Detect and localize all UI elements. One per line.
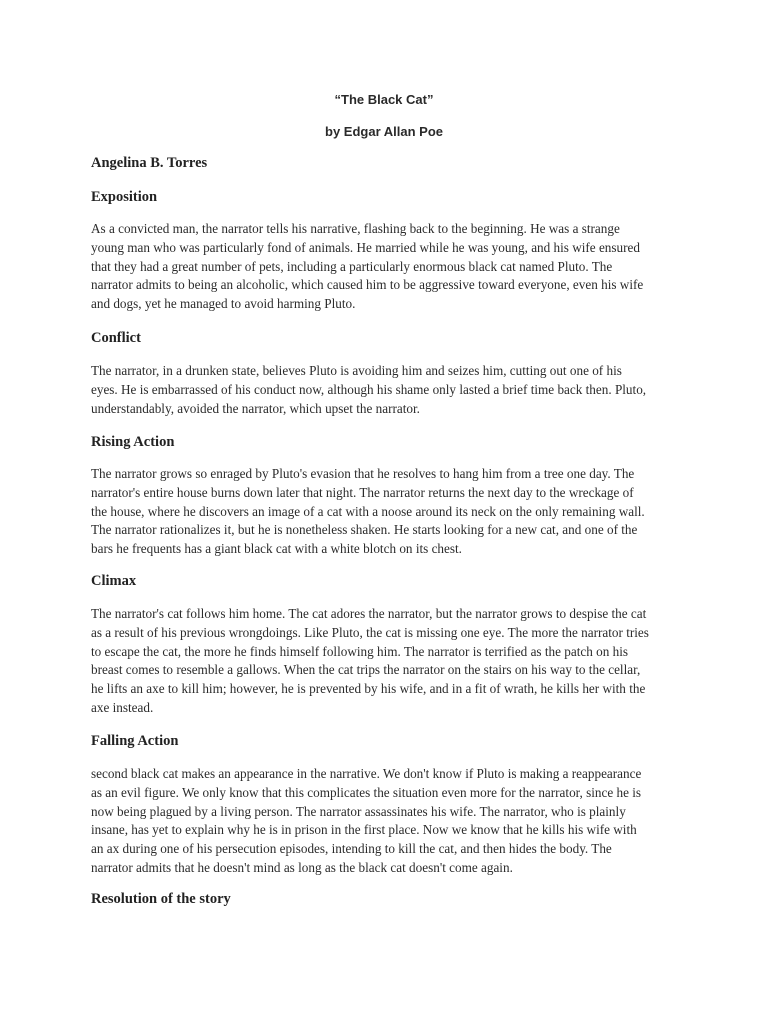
paragraph-line: as an evil figure. We only know that this complicates the situation even more for the narrator, since he is	[91, 784, 642, 800]
paragraph-line: as a result of his previous wrongdoings. Like Pluto, the cat is missing one eye. The more the narrator tries	[91, 624, 649, 640]
paragraph-line: second black cat makes an appearance in the narrative. We don't know if Pluto is making a reappearance	[91, 766, 642, 781]
paragraph-line: young man who was particularly fond of animals. He married while he was young, and his wife ensured	[91, 239, 640, 255]
document-byline: by Edgar Allan Poe	[325, 124, 443, 139]
paragraph-line: he lifts an axe to kill him; however, he is prevented by his wife, and in a fit of wrath, he kills her with the	[91, 681, 646, 697]
paragraph-line: understandably, avoided the narrator, which upset the narrator.	[91, 400, 420, 416]
heading-conflict: Conflict	[91, 330, 141, 346]
paragraph-conflict	[91, 362, 681, 418]
paragraph-line: that they had a great number of pets, including a particularly enormous black cat named Pluto. The	[91, 258, 613, 274]
paragraph-exposition	[91, 220, 681, 314]
paragraph-line: breast comes to resemble a gallows. When the cat trips the narrator on the stairs on his way to the cellar,	[91, 662, 641, 678]
heading-climax: Climax	[91, 573, 137, 589]
paragraph-rising-action	[91, 465, 681, 559]
paragraph-line: The narrator rationalizes it, but he is nonetheless shaken. He starts looking for a new cat, and one of the	[91, 522, 638, 538]
author-name: Angelina B. Torres	[91, 155, 208, 171]
paragraph-line: insane, has yet to explain why he is in prison in the first place. Now we know that he kills his wife with	[91, 822, 637, 838]
paragraph-line: now being plagued by a living person. The narrator assassinates his wife. The narrator, who is plainly	[91, 803, 626, 819]
heading-resolution: Resolution of the story	[91, 891, 231, 907]
paragraph-line: The narrator grows so enraged by Pluto's evasion that he resolves to hang him from a tree one day. The	[91, 466, 635, 481]
heading-rising-action: Rising Action	[91, 434, 175, 450]
paragraph-line: The narrator, in a drunken state, believes Pluto is avoiding him and seizes him, cutting out one of his	[91, 363, 622, 378]
paragraph-line: to escape the cat, the more he finds himself following him. The narrator is terrified as the patch on his	[91, 643, 628, 659]
paragraph-falling-action	[91, 765, 681, 878]
paragraph-line: axe instead.	[91, 699, 154, 715]
paragraph-line: and dogs, yet he managed to avoid harming Pluto.	[91, 296, 356, 312]
paragraph-line: The narrator's cat follows him home. The cat adores the narrator, but the narrator grows to despise the cat	[91, 606, 647, 621]
paragraph-line: the house, where he discovers an image of a cat with a noose around its neck on the only remaining wall.	[91, 503, 645, 519]
paragraph-line: narrator's entire house burns down later that night. The narrator returns the next day to the wreckage of	[91, 484, 634, 500]
paragraph-line: bars he frequents has a giant black cat with a white blotch on its chest.	[91, 541, 462, 557]
paragraph-line: an ax during one of his persecution episodes, intending to kill the cat, and then hides the body. The	[91, 841, 612, 857]
document-title: “The Black Cat”	[334, 92, 434, 107]
heading-exposition: Exposition	[91, 189, 158, 205]
paragraph-line: narrator admits to being an alcoholic, which caused him to be aggressive toward everyone, even his wife	[91, 277, 644, 293]
paragraph-line: narrator admits that he doesn't mind as long as the black cat doesn't come again.	[91, 859, 513, 875]
paragraph-climax	[91, 605, 681, 718]
paragraph-line: eyes. He is embarrassed of his conduct now, although his shame only lasted a brief time back then. Pluto,	[91, 381, 647, 397]
paragraph-line: As a convicted man, the narrator tells his narrative, flashing back to the beginning. He was a strange	[91, 221, 620, 236]
heading-falling-action: Falling Action	[91, 733, 179, 749]
